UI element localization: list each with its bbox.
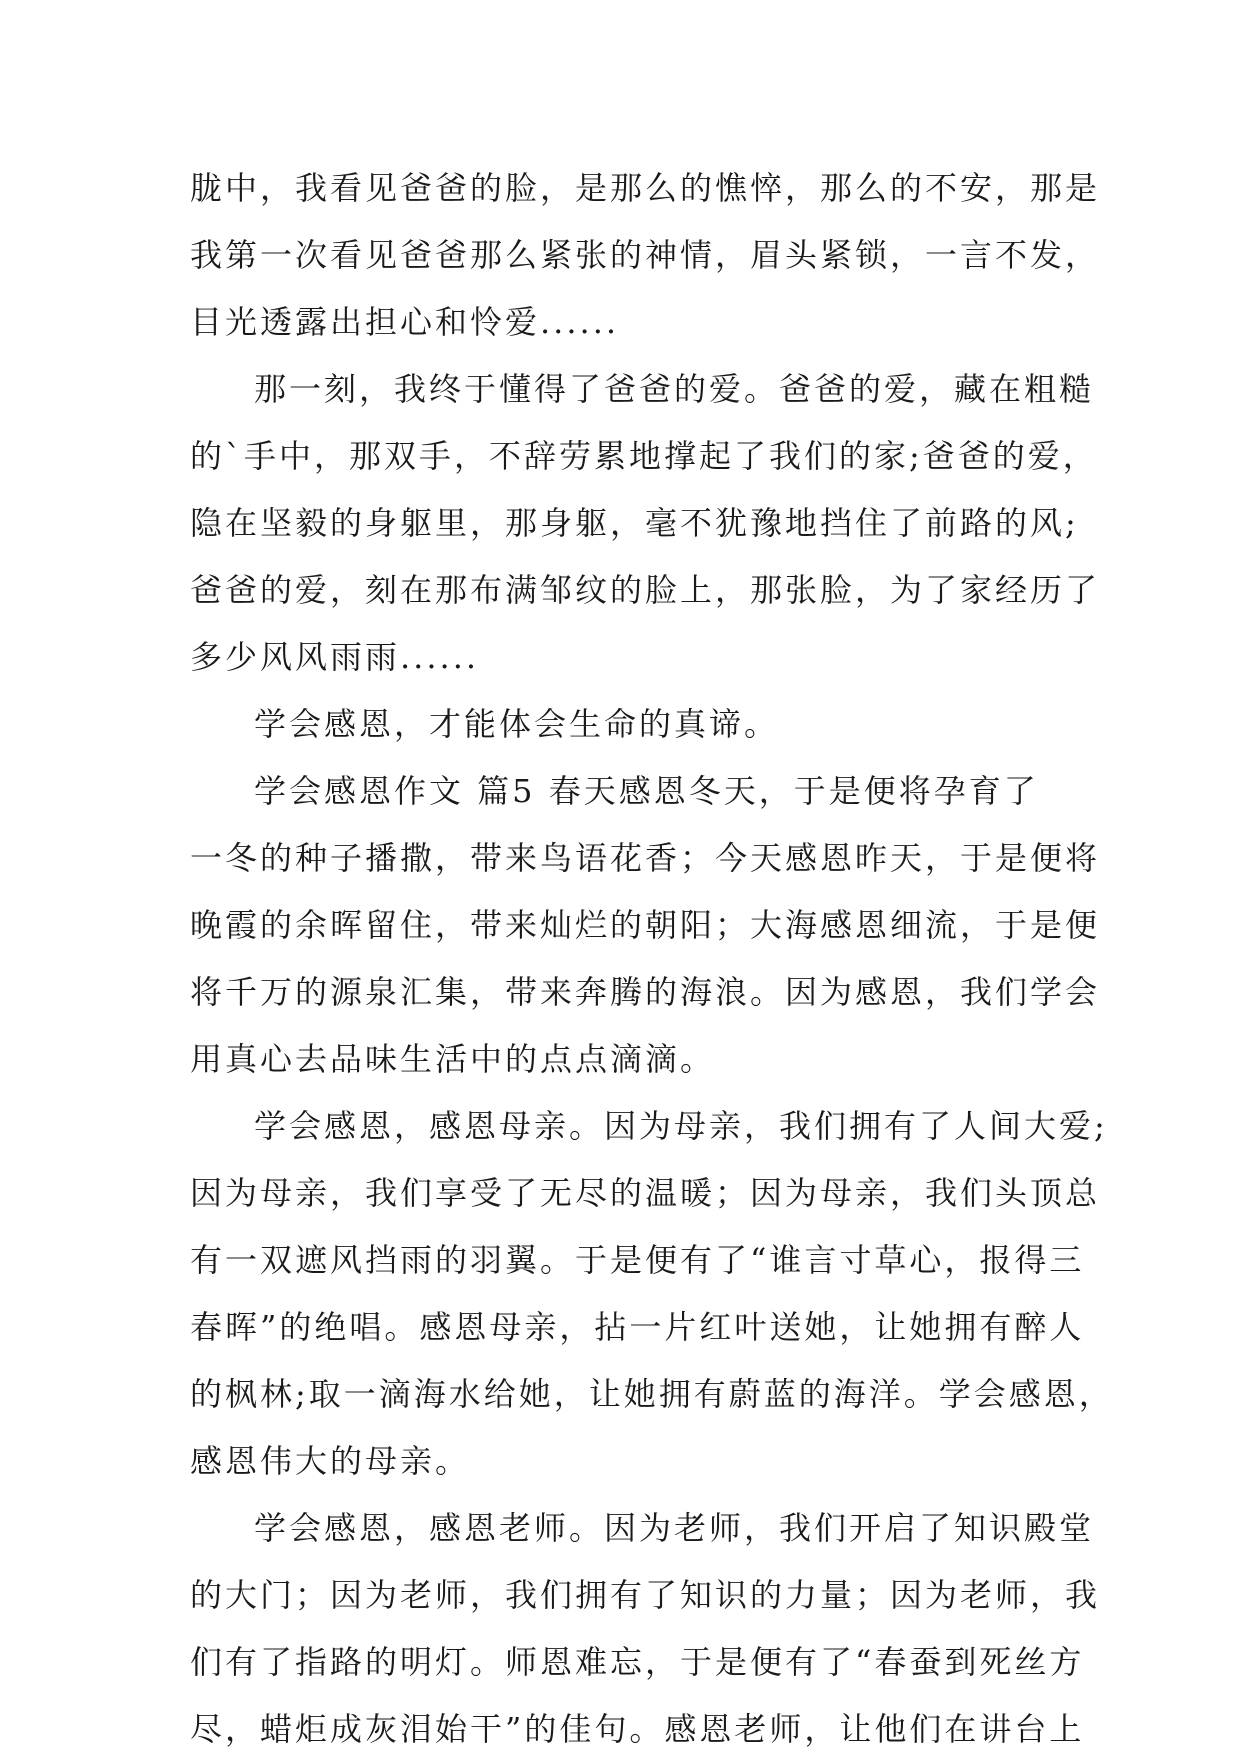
text-line: 的枫林;取一滴海水给她，让她拥有蔚蓝的海洋。学会感恩， [190,1375,1114,1413]
document-body-text [190,155,1114,1763]
text-line: 因为母亲，我们享受了无尽的温暖；因为母亲，我们头顶总 [190,1174,1101,1212]
text-line: 的大门；因为老师，我们拥有了知识的力量；因为老师，我 [190,1576,1101,1614]
text-line: 隐在坚毅的身躯里，那身躯，毫不犹豫地挡住了前路的风; [190,504,1079,542]
text-line: 的`手中，那双手，不辞劳累地撑起了我们的家;爸爸的爱， [190,437,1098,475]
text-line: 春晖”的绝唱。感恩母亲，拈一片红叶送她，让她拥有醉人 [190,1308,1085,1346]
text-line: 学会感恩，感恩母亲。因为母亲，我们拥有了人间大爱; [254,1107,1108,1145]
text-line: 尽，蜡炬成灰泪始干”的佳句。感恩老师，让他们在讲台上 [190,1710,1085,1748]
text-line: 感恩伟大的母亲。 [190,1442,471,1480]
text-line: 们有了指路的明灯。师恩难忘，于是便有了“春蚕到死丝方 [190,1643,1085,1681]
text-line: 用真心去品味生活中的点点滴滴。 [190,1040,716,1078]
text-line: 一冬的种子播撒，带来鸟语花香；今天感恩昨天，于是便将 [190,839,1101,877]
text-line: 有一双遮风挡雨的羽翼。于是便有了“谁言寸草心，报得三 [190,1241,1085,1279]
text-line: 胧中，我看见爸爸的脸，是那么的憔悴，那么的不安，那是 [190,169,1101,207]
text-line: 将千万的源泉汇集，带来奔腾的海浪。因为感恩，我们学会 [190,973,1101,1011]
text-line: 我第一次看见爸爸那么紧张的神情，眉头紧锁，一言不发， [190,236,1101,274]
text-line: 学会感恩作文 篇5 春天感恩冬天，于是便将孕育了 [254,772,1039,810]
text-line: 学会感恩，感恩老师。因为老师，我们开启了知识殿堂 [254,1509,1095,1547]
text-line: 学会感恩，才能体会生命的真谛。 [254,705,780,743]
text-line: 爸爸的爱，刻在那布满邹纹的脸上，那张脸，为了家经历了 [190,571,1101,609]
text-line: 那一刻，我终于懂得了爸爸的爱。爸爸的爱，藏在粗糙 [254,370,1095,408]
text-line: 目光透露出担心和怜爱...... [190,303,620,341]
text-line: 晚霞的余晖留住，带来灿烂的朝阳；大海感恩细流，于是便 [190,906,1101,944]
text-line: 多少风风雨雨...... [190,638,480,676]
